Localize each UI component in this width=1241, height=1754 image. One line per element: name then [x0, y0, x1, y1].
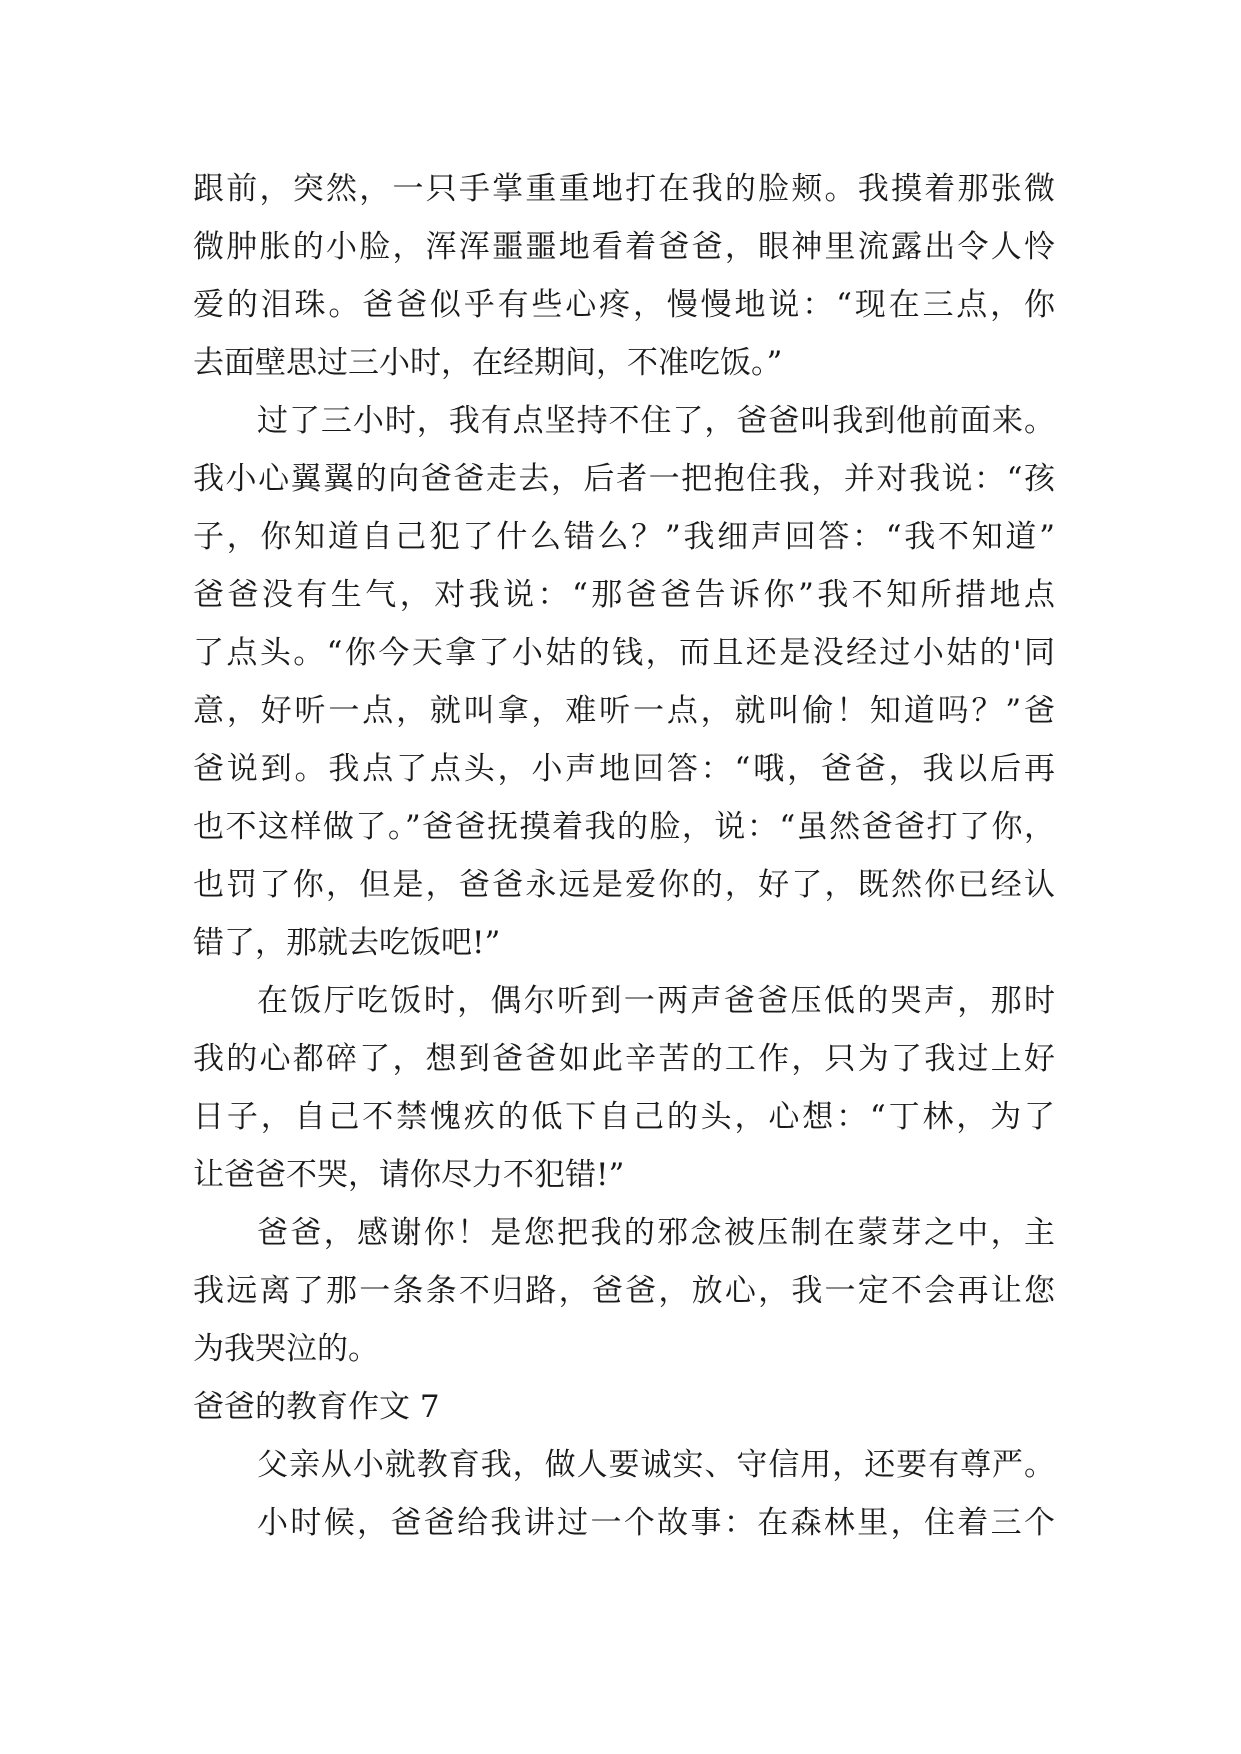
paragraph-line: 我小心翼翼的向爸爸走去，后者一把抱住我，并对我说：“孩: [193, 461, 1055, 497]
paragraph-line: 过了三小时，我有点坚持不住了，爸爸叫我到他前面来。: [257, 403, 1055, 439]
paragraph-line: 跟前，突然，一只手掌重重地打在我的脸颊。我摸着那张微: [193, 171, 1055, 207]
paragraph-line: 爱的泪珠。爸爸似乎有些心疼，慢慢地说：“现在三点，你: [193, 287, 1055, 323]
paragraph-line: 子，你知道自己犯了什么错么？”我细声回答：“我不知道”: [193, 519, 1055, 555]
paragraph-line: 为我哭泣的。: [193, 1331, 379, 1367]
paragraph-line: 在饭厅吃饭时，偶尔听到一两声爸爸压低的哭声，那时: [257, 983, 1055, 1019]
paragraph-line: 去面壁思过三小时，在经期间，不准吃饭。”: [193, 345, 783, 381]
paragraph-line: 意，好听一点，就叫拿，难听一点，就叫偷！知道吗？”爸: [193, 693, 1055, 729]
document-body: [193, 160, 1055, 1552]
paragraph-line: 微肿胀的小脸，浑浑噩噩地看着爸爸，眼神里流露出令人怜: [193, 229, 1055, 265]
paragraph-line: 爸说到。我点了点头，小声地回答：“哦，爸爸，我以后再: [193, 751, 1055, 787]
paragraph-line: 我远离了那一条条不归路，爸爸，放心，我一定不会再让您: [193, 1273, 1055, 1309]
paragraph-line: 错了，那就去吃饭吧!”: [193, 925, 501, 961]
paragraph-line: 小时候，爸爸给我讲过一个故事：在森林里，住着三个: [257, 1505, 1055, 1541]
paragraph-line: 也不这样做了。”爸爸抚摸着我的脸，说：“虽然爸爸打了你，: [193, 809, 1055, 845]
section-heading: 爸爸的教育作文 7: [193, 1389, 440, 1425]
paragraph-line: 了点头。“你今天拿了小姑的钱，而且还是没经过小姑的'同: [193, 635, 1055, 671]
paragraph-line: 爸爸，感谢你！是您把我的邪念被压制在蒙芽之中，主: [257, 1215, 1055, 1251]
paragraph-line: 让爸爸不哭，请你尽力不犯错!”: [193, 1157, 625, 1193]
paragraph-line: 父亲从小就教育我，做人要诚实、守信用，还要有尊严。: [257, 1447, 1055, 1483]
paragraph-line: 我的心都碎了，想到爸爸如此辛苦的工作，只为了我过上好: [193, 1041, 1055, 1077]
paragraph-line: 也罚了你，但是，爸爸永远是爱你的，好了，既然你已经认: [193, 867, 1055, 903]
paragraph-line: 爸爸没有生气，对我说：“那爸爸告诉你”我不知所措地点: [193, 577, 1055, 613]
paragraph-line: 日子，自己不禁愧疚的低下自己的头，心想：“丁林，为了: [193, 1099, 1055, 1135]
